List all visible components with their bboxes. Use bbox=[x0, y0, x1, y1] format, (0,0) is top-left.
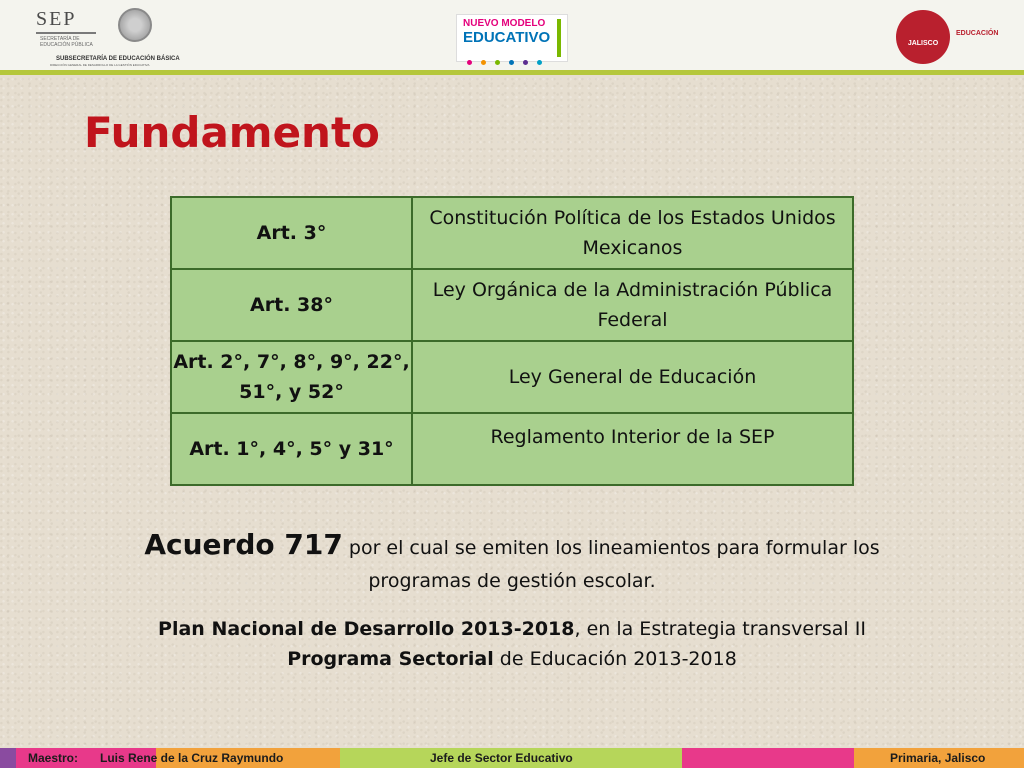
plan-nacional-label: Plan Nacional de Desarrollo 2013-2018 bbox=[158, 618, 575, 640]
sep-logo-subtitle: SECRETARÍA DE EDUCACIÓN PÚBLICA bbox=[40, 36, 93, 48]
acuerdo-title: Acuerdo 717 bbox=[144, 528, 343, 561]
footer-maestro-name: Luis Rene de la Cruz Raymundo bbox=[100, 751, 284, 765]
law-cell: Ley General de Educación bbox=[412, 341, 853, 413]
article-cell: Art. 1°, 4°, 5° y 31° bbox=[171, 413, 412, 485]
table-row bbox=[171, 269, 853, 341]
nme-line2: EDUCATIVO bbox=[463, 29, 551, 46]
nme-dots-icon bbox=[467, 52, 551, 58]
law-cell: Reglamento Interior de la SEP bbox=[412, 413, 853, 485]
footer-segment-pink-2 bbox=[682, 748, 854, 768]
footer-bar bbox=[0, 748, 1024, 768]
direccion-label: DIRECCIÓN GENERAL DE DESARROLLO DE LA GESTIÓN EDUCATIVA bbox=[50, 63, 150, 67]
header-accent-line bbox=[0, 70, 1024, 75]
legal-basis-table bbox=[170, 196, 854, 486]
nuevo-modelo-educativo-logo bbox=[456, 14, 568, 62]
plan-nacional-text: , en la Estrategia transversal II bbox=[574, 618, 866, 640]
table-row bbox=[171, 413, 853, 485]
nme-line1: NUEVO MODELO bbox=[463, 18, 546, 29]
table-row bbox=[171, 341, 853, 413]
jalisco-seal-icon bbox=[896, 10, 950, 64]
footer-escuela: Primaria, Jalisco bbox=[890, 751, 986, 765]
footer-jefe: Jefe de Sector Educativo bbox=[430, 751, 573, 765]
article-cell: Art. 3° bbox=[171, 197, 412, 269]
law-cell: Ley Orgánica de la Administración Pública Federal bbox=[412, 269, 853, 341]
footer-maestro-label: Maestro: bbox=[28, 751, 79, 765]
subsecretaria-label: SUBSECRETARÍA DE EDUCACIÓN BÁSICA bbox=[56, 56, 180, 62]
page-title: Fundamento bbox=[84, 108, 380, 157]
plan-paragraph bbox=[120, 614, 904, 674]
sep-logo-title: SEP bbox=[36, 8, 77, 30]
sep-logo bbox=[18, 8, 180, 67]
header-bar bbox=[0, 0, 1024, 72]
law-cell: Constitución Política de los Estados Unidos Mexicanos bbox=[412, 197, 853, 269]
acuerdo-paragraph bbox=[140, 528, 884, 598]
article-cell: Art. 2°, 7°, 8°, 9°, 22°, 51°, y 52° bbox=[171, 341, 412, 413]
mexico-seal-icon bbox=[118, 8, 152, 42]
table-row bbox=[171, 197, 853, 269]
sep-logo-divider bbox=[36, 32, 96, 34]
article-cell: Art. 38° bbox=[171, 269, 412, 341]
programa-sectorial-label: Programa Sectorial bbox=[287, 648, 494, 670]
jalisco-education-label: EDUCACIÓN bbox=[956, 30, 999, 37]
programa-sectorial-text: de Educación 2013-2018 bbox=[493, 648, 737, 670]
nme-accent-bar bbox=[557, 19, 561, 57]
acuerdo-text: por el cual se emiten los lineamientos para formular los programas de gestión escolar. bbox=[348, 537, 880, 592]
footer-segment-purple bbox=[0, 748, 16, 768]
jalisco-seal-text: JALISCO bbox=[907, 40, 939, 47]
